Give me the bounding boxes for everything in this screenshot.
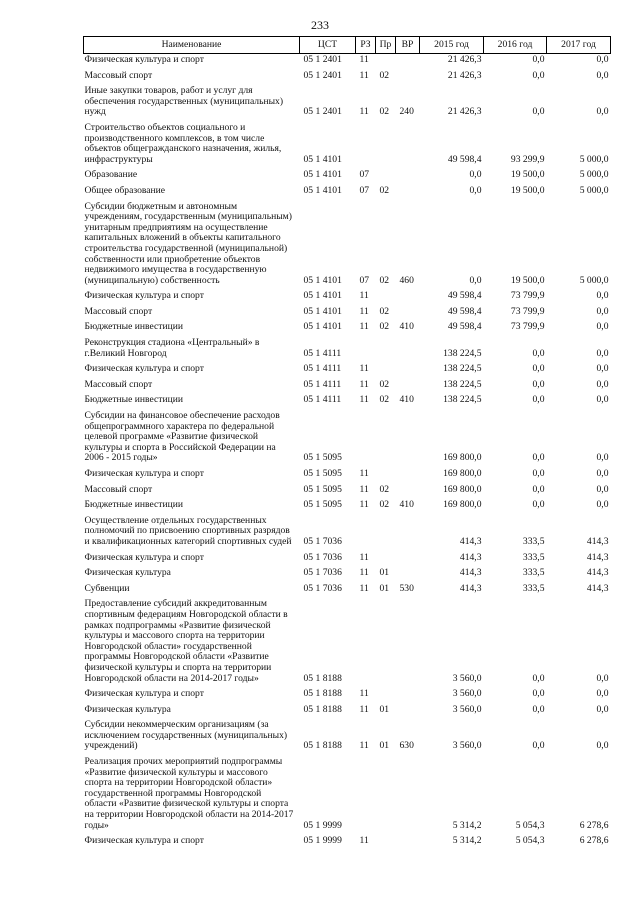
row-vr bbox=[396, 54, 420, 68]
row-2015: 414,3 bbox=[459, 535, 482, 547]
row-cst: 05 1 4111 bbox=[303, 363, 342, 375]
row-pr: 02 bbox=[379, 305, 390, 317]
row-pr: 01 bbox=[379, 703, 390, 715]
row-cst: 05 1 4101 bbox=[303, 321, 342, 333]
row-rz: 11 bbox=[359, 321, 369, 333]
row-pr bbox=[376, 288, 396, 304]
header-name: Наименование bbox=[84, 37, 300, 54]
row-cst: 05 1 2401 bbox=[303, 69, 342, 81]
table-row bbox=[84, 596, 611, 686]
row-pr bbox=[376, 833, 396, 849]
row-vr bbox=[396, 550, 420, 566]
row-2017: 0,0 bbox=[596, 106, 609, 118]
row-pr bbox=[376, 335, 396, 361]
row-2015: 21 426,3 bbox=[447, 54, 482, 65]
row-pr: 02 bbox=[379, 394, 390, 406]
row-pr: 02 bbox=[379, 378, 390, 390]
row-cst: 05 1 4101 bbox=[303, 169, 342, 181]
table-row bbox=[84, 335, 611, 361]
row-vr: 630 bbox=[399, 740, 414, 752]
row-cst: 05 1 8188 bbox=[303, 703, 342, 715]
row-rz: 11 bbox=[359, 483, 369, 495]
row-name: Иные закупки товаров, работ и услуг для обеспечения государственных (муниципальных) нужд bbox=[84, 85, 284, 118]
row-name: Субсидии бюджетным и автономным учреждениям, государственным (муниципальным) унитарным предприятиям на осуществление капитальных вложений в объекты капитального строительства государственной (муниципальной) собственности или приобретение объектов недвижимого имущества в государственную (муниципальную) собственность bbox=[84, 200, 292, 286]
row-rz bbox=[356, 120, 376, 167]
row-rz: 11 bbox=[359, 69, 369, 81]
row-vr: 410 bbox=[399, 499, 414, 511]
row-cst: 05 1 5095 bbox=[303, 499, 342, 511]
row-rz: 11 bbox=[359, 835, 369, 847]
row-cst: 05 1 2401 bbox=[303, 54, 342, 65]
row-name: Предоставление субсидий аккредитованным спортивным федерациям Новгородской области в рамках подпрограммы «Развитие физической культуры и массового спорта на территории Новгородской области» государственной программы Новгородской области «Развитие физической культуры и спорта на территории Новгородской области на 2014-2017 годы» bbox=[84, 598, 288, 684]
row-rz: 11 bbox=[359, 468, 369, 479]
row-2016: 0,0 bbox=[532, 688, 545, 700]
row-vr bbox=[396, 167, 420, 183]
row-vr bbox=[396, 833, 420, 849]
row-2017: 0,0 bbox=[596, 483, 609, 495]
table-row bbox=[84, 83, 611, 120]
row-cst: 05 1 2401 bbox=[303, 106, 342, 118]
row-2017: 6 278,6 bbox=[579, 835, 609, 847]
row-pr bbox=[376, 686, 396, 702]
row-rz: 07 bbox=[359, 169, 370, 181]
header-2016: 2016 год bbox=[484, 37, 547, 54]
row-name: Субвенции bbox=[84, 582, 130, 594]
row-pr bbox=[376, 466, 396, 482]
row-2017: 0,0 bbox=[596, 703, 609, 715]
row-cst: 05 1 4101 bbox=[303, 184, 342, 196]
table-row bbox=[84, 581, 611, 597]
row-2016: 0,0 bbox=[532, 394, 545, 406]
row-2015: 138 224,5 bbox=[443, 363, 482, 375]
table-row bbox=[84, 183, 611, 199]
table-header bbox=[84, 37, 611, 54]
row-vr bbox=[396, 686, 420, 702]
row-pr: 01 bbox=[379, 567, 390, 579]
row-2017: 5 000,0 bbox=[579, 153, 609, 165]
row-2015: 3 560,0 bbox=[452, 688, 482, 700]
row-2017: 0,0 bbox=[596, 394, 609, 406]
row-2017: 414,3 bbox=[586, 535, 609, 547]
row-vr: 410 bbox=[399, 321, 414, 333]
budget-table bbox=[83, 36, 611, 849]
row-2016: 333,5 bbox=[522, 535, 545, 547]
row-2016: 5 054,3 bbox=[515, 835, 545, 847]
row-2017: 0,0 bbox=[596, 363, 609, 375]
row-cst: 05 1 8188 bbox=[303, 740, 342, 752]
row-name: Физическая культура bbox=[84, 703, 171, 715]
row-2016: 0,0 bbox=[532, 483, 545, 495]
row-name: Физическая культура bbox=[84, 567, 171, 579]
row-name: Физическая культура и спорт bbox=[84, 54, 204, 65]
table-row bbox=[84, 565, 611, 581]
row-vr bbox=[396, 702, 420, 718]
row-2017: 414,3 bbox=[586, 582, 609, 594]
row-name: Общее образование bbox=[84, 184, 166, 196]
row-rz: 11 bbox=[359, 688, 369, 700]
row-rz bbox=[356, 335, 376, 361]
row-2016: 0,0 bbox=[532, 347, 545, 359]
row-cst: 05 1 7036 bbox=[303, 582, 342, 594]
row-2015: 169 800,0 bbox=[443, 468, 482, 479]
row-name: Массовый спорт bbox=[84, 69, 153, 81]
table-row bbox=[84, 702, 611, 718]
table-row bbox=[84, 466, 611, 482]
row-2017: 0,0 bbox=[596, 468, 609, 479]
row-vr bbox=[396, 482, 420, 498]
row-2016: 19 500,0 bbox=[510, 274, 545, 286]
row-rz: 11 bbox=[359, 703, 369, 715]
row-2015: 0,0 bbox=[469, 169, 482, 181]
row-2016: 0,0 bbox=[532, 703, 545, 715]
row-vr bbox=[396, 565, 420, 581]
row-2015: 414,3 bbox=[459, 567, 482, 579]
row-pr bbox=[376, 550, 396, 566]
header-2015: 2015 год bbox=[420, 37, 484, 54]
row-2016: 0,0 bbox=[532, 672, 545, 684]
row-2016: 333,5 bbox=[522, 551, 545, 563]
row-cst: 05 1 9999 bbox=[303, 819, 342, 831]
table-row bbox=[84, 497, 611, 513]
row-2017: 0,0 bbox=[596, 305, 609, 317]
row-pr: 02 bbox=[379, 69, 390, 81]
row-2015: 49 598,4 bbox=[447, 321, 482, 333]
table-row bbox=[84, 68, 611, 84]
row-pr: 02 bbox=[379, 106, 390, 118]
header-rz: РЗ bbox=[356, 37, 376, 54]
row-2015: 138 224,5 bbox=[443, 347, 482, 359]
row-rz: 11 bbox=[359, 378, 369, 390]
table-row bbox=[84, 304, 611, 320]
row-vr bbox=[396, 288, 420, 304]
row-vr bbox=[396, 513, 420, 550]
row-name: Реконструкция стадиона «Центральный» в г.Великий Новгород bbox=[84, 337, 260, 359]
table-row bbox=[84, 392, 611, 408]
table-row bbox=[84, 482, 611, 498]
row-pr: 02 bbox=[379, 184, 390, 196]
row-2017: 0,0 bbox=[596, 499, 609, 511]
row-2017: 414,3 bbox=[586, 567, 609, 579]
row-pr: 01 bbox=[379, 740, 390, 752]
row-pr bbox=[376, 596, 396, 686]
row-vr bbox=[396, 361, 420, 377]
row-cst: 05 1 4111 bbox=[303, 347, 342, 359]
row-2015: 138 224,5 bbox=[443, 378, 482, 390]
row-2015: 21 426,3 bbox=[447, 69, 482, 81]
row-cst: 05 1 7036 bbox=[303, 567, 342, 579]
row-pr bbox=[376, 408, 396, 466]
row-2016: 0,0 bbox=[532, 499, 545, 511]
row-2017: 6 278,6 bbox=[579, 819, 609, 831]
table-body bbox=[84, 54, 611, 849]
row-2017: 0,0 bbox=[596, 672, 609, 684]
row-pr bbox=[376, 361, 396, 377]
row-2017: 5 000,0 bbox=[579, 184, 609, 196]
row-vr bbox=[396, 754, 420, 833]
row-pr: 02 bbox=[379, 483, 390, 495]
row-name: Массовый спорт bbox=[84, 378, 153, 390]
header-vr: ВР bbox=[396, 37, 420, 54]
row-2015: 49 598,4 bbox=[447, 305, 482, 317]
row-2017: 5 000,0 bbox=[579, 274, 609, 286]
table-row bbox=[84, 513, 611, 550]
row-pr: 01 bbox=[379, 582, 390, 594]
row-vr bbox=[396, 183, 420, 199]
row-vr bbox=[396, 335, 420, 361]
row-2015: 21 426,3 bbox=[447, 106, 482, 118]
table-row bbox=[84, 754, 611, 833]
row-name: Субсидии некоммерческим организациям (за исключением государственных (муниципальных) учреждений) bbox=[84, 719, 288, 752]
row-2017: 0,0 bbox=[596, 347, 609, 359]
row-2016: 0,0 bbox=[532, 106, 545, 118]
row-vr bbox=[396, 304, 420, 320]
row-vr: 530 bbox=[399, 582, 414, 594]
row-cst: 05 1 4111 bbox=[303, 378, 342, 390]
row-2016: 93 299,9 bbox=[510, 153, 545, 165]
row-name: Бюджетные инвестиции bbox=[84, 321, 183, 333]
page-number: 233 bbox=[311, 18, 329, 32]
row-rz bbox=[356, 408, 376, 466]
row-cst: 05 1 4101 bbox=[303, 305, 342, 317]
row-2016: 0,0 bbox=[532, 54, 545, 65]
row-2015: 3 560,0 bbox=[452, 740, 482, 752]
row-rz: 11 bbox=[359, 54, 369, 65]
table-row bbox=[84, 550, 611, 566]
row-2016: 333,5 bbox=[522, 567, 545, 579]
row-name: Физическая культура и спорт bbox=[84, 688, 204, 700]
row-rz: 07 bbox=[359, 184, 370, 196]
row-2017: 0,0 bbox=[596, 740, 609, 752]
row-2015: 3 560,0 bbox=[452, 703, 482, 715]
row-rz: 11 bbox=[359, 551, 369, 563]
row-name: Физическая культура и спорт bbox=[84, 290, 204, 302]
row-2015: 169 800,0 bbox=[443, 499, 482, 511]
row-pr bbox=[376, 120, 396, 167]
row-name: Субсидии на финансовое обеспечение расходов общепрограммного характера по федеральной целевой программе «Развитие физической культуры и спорта в Российской Федерации на 2006 - 2015 годы» bbox=[84, 410, 280, 464]
row-rz bbox=[356, 754, 376, 833]
row-cst: 05 1 5095 bbox=[303, 468, 342, 479]
row-2015: 0,0 bbox=[469, 274, 482, 286]
row-cst: 05 1 8188 bbox=[303, 672, 342, 684]
row-pr bbox=[376, 167, 396, 183]
row-2015: 169 800,0 bbox=[443, 483, 482, 495]
row-rz: 11 bbox=[359, 740, 369, 752]
row-2015: 169 800,0 bbox=[443, 452, 482, 464]
row-2017: 0,0 bbox=[596, 688, 609, 700]
table-row bbox=[84, 686, 611, 702]
row-2017: 0,0 bbox=[596, 452, 609, 464]
row-2017: 0,0 bbox=[596, 290, 609, 302]
row-name: Физическая культура и спорт bbox=[84, 468, 204, 479]
row-2017: 414,3 bbox=[586, 551, 609, 563]
row-2015: 49 598,4 bbox=[447, 153, 482, 165]
row-cst: 05 1 4111 bbox=[303, 394, 342, 406]
row-2017: 0,0 bbox=[596, 54, 609, 65]
row-vr bbox=[396, 68, 420, 84]
row-name: Осуществление отдельных государственных полномочий по присвоению спортивных разрядов и квалификационных категорий спортивных судей bbox=[84, 514, 292, 547]
row-2017: 0,0 bbox=[596, 69, 609, 81]
row-2016: 5 054,3 bbox=[515, 819, 545, 831]
row-2016: 0,0 bbox=[532, 452, 545, 464]
row-2017: 0,0 bbox=[596, 378, 609, 390]
row-2016: 19 500,0 bbox=[510, 184, 545, 196]
row-name: Физическая культура и спорт bbox=[84, 835, 204, 847]
row-2015: 414,3 bbox=[459, 582, 482, 594]
table-row bbox=[84, 288, 611, 304]
row-rz: 11 bbox=[359, 106, 369, 118]
row-rz bbox=[356, 513, 376, 550]
row-rz: 11 bbox=[359, 394, 369, 406]
row-2015: 138 224,5 bbox=[443, 394, 482, 406]
row-2016: 333,5 bbox=[522, 582, 545, 594]
header-2017: 2017 год bbox=[547, 37, 611, 54]
row-cst: 05 1 9999 bbox=[303, 835, 342, 847]
table-row bbox=[84, 199, 611, 289]
row-name: Массовый спорт bbox=[84, 483, 153, 495]
row-vr bbox=[396, 408, 420, 466]
table-row bbox=[84, 377, 611, 393]
table-row bbox=[84, 833, 611, 849]
row-name: Реализация прочих мероприятий подпрограммы «Развитие физической культуры и массового спорта на территории Новгородской области» государственной программы Новгородской области «Развитие физической культуры и спорта на территории Новгородской области на 2014-2017 годы» bbox=[84, 756, 294, 831]
row-2016: 0,0 bbox=[532, 69, 545, 81]
row-vr: 410 bbox=[399, 394, 414, 406]
row-cst: 05 1 4101 bbox=[303, 290, 342, 302]
row-2017: 0,0 bbox=[596, 321, 609, 333]
row-name: Физическая культура и спорт bbox=[84, 551, 204, 563]
row-2016: 0,0 bbox=[532, 363, 545, 375]
row-2017: 5 000,0 bbox=[579, 169, 609, 181]
row-pr bbox=[376, 513, 396, 550]
row-2016: 73 799,9 bbox=[510, 305, 545, 317]
row-rz: 07 bbox=[359, 274, 370, 286]
row-vr: 460 bbox=[399, 274, 414, 286]
table-row bbox=[84, 167, 611, 183]
row-rz: 11 bbox=[359, 582, 369, 594]
row-pr bbox=[376, 54, 396, 68]
row-2016: 0,0 bbox=[532, 378, 545, 390]
row-2015: 5 314,2 bbox=[452, 835, 482, 847]
row-name: Образование bbox=[84, 169, 138, 181]
table-row bbox=[84, 319, 611, 335]
row-cst: 05 1 4101 bbox=[303, 153, 342, 165]
row-cst: 05 1 7036 bbox=[303, 551, 342, 563]
table-row bbox=[84, 717, 611, 754]
row-pr bbox=[376, 754, 396, 833]
row-rz: 11 bbox=[359, 363, 369, 375]
row-cst: 05 1 7036 bbox=[303, 535, 342, 547]
row-2015: 0,0 bbox=[469, 184, 482, 196]
row-name: Физическая культура и спорт bbox=[84, 363, 204, 375]
row-rz bbox=[356, 596, 376, 686]
row-cst: 05 1 8188 bbox=[303, 688, 342, 700]
row-vr bbox=[396, 120, 420, 167]
table-row bbox=[84, 408, 611, 466]
row-name: Бюджетные инвестиции bbox=[84, 499, 183, 511]
table-row bbox=[84, 54, 611, 68]
row-rz: 11 bbox=[359, 290, 369, 302]
row-cst: 05 1 5095 bbox=[303, 452, 342, 464]
row-vr bbox=[396, 466, 420, 482]
row-2015: 414,3 bbox=[459, 551, 482, 563]
row-rz: 11 bbox=[359, 499, 369, 511]
row-2016: 0,0 bbox=[532, 740, 545, 752]
row-name: Строительство объектов социального и производственного комплексов, в том числе объектов общегражданского назначения, жилья, инфраструктуры bbox=[84, 121, 282, 165]
row-2016: 0,0 bbox=[532, 468, 545, 479]
row-rz: 11 bbox=[359, 305, 369, 317]
row-pr: 02 bbox=[379, 499, 390, 511]
row-2016: 19 500,0 bbox=[510, 169, 545, 181]
row-cst: 05 1 4101 bbox=[303, 274, 342, 286]
row-name: Массовый спорт bbox=[84, 305, 153, 317]
header-cst: ЦСТ bbox=[300, 37, 356, 54]
table-row bbox=[84, 120, 611, 167]
row-vr: 240 bbox=[399, 106, 414, 118]
row-2015: 3 560,0 bbox=[452, 672, 482, 684]
header-pr: Пр bbox=[376, 37, 396, 54]
table-row bbox=[84, 361, 611, 377]
row-2016: 73 799,9 bbox=[510, 321, 545, 333]
row-vr bbox=[396, 596, 420, 686]
row-2015: 49 598,4 bbox=[447, 290, 482, 302]
row-2015: 5 314,2 bbox=[452, 819, 482, 831]
row-2016: 73 799,9 bbox=[510, 290, 545, 302]
row-pr: 02 bbox=[379, 321, 390, 333]
row-name: Бюджетные инвестиции bbox=[84, 394, 183, 406]
row-vr bbox=[396, 377, 420, 393]
row-cst: 05 1 5095 bbox=[303, 483, 342, 495]
row-rz: 11 bbox=[359, 567, 369, 579]
row-pr: 02 bbox=[379, 274, 390, 286]
